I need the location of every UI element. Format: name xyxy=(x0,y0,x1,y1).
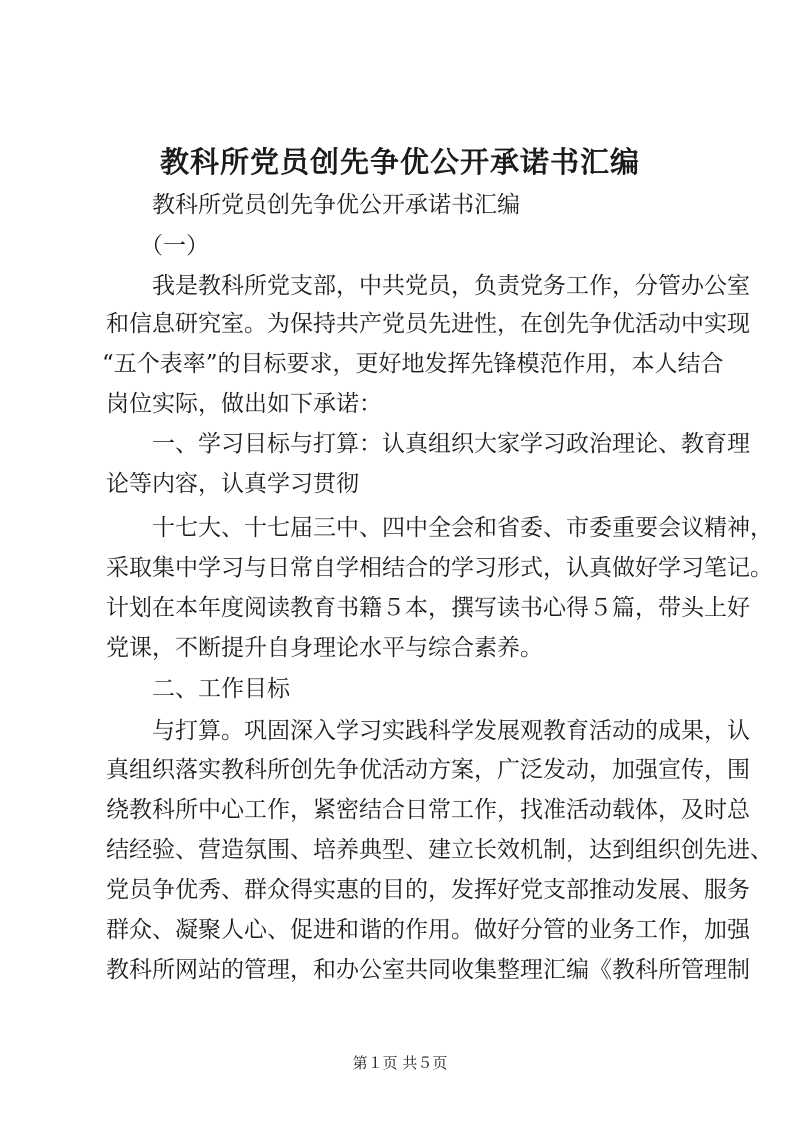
paragraph-line: 党员争优秀、群众得实惠的目的，发挥好党支部推动发展、服务 xyxy=(106,877,750,903)
paragraph-line: 结经验、营造氛围、培养典型、建立长效机制，达到组织创先进、 xyxy=(106,837,773,863)
paragraph-line: 教科所网站的管理，和办公室共同收集整理汇编《教科所管理制 xyxy=(106,957,750,983)
paragraph-line: 十七大、十七届三中、四中全会和省委、市委重要会议精神， xyxy=(152,515,773,541)
paragraph-line: 岗位实际，做出如下承诺： xyxy=(106,391,382,417)
paragraph-line: 群众、凝聚人心、促进和谐的作用。做好分管的业务工作，加强 xyxy=(106,917,750,943)
document-title: 教科所党员创先争优公开承诺书汇编 xyxy=(159,145,640,179)
paragraph-line: 一、学习目标与打算：认真组织大家学习政治理论、教育理 xyxy=(152,431,750,457)
paragraph-line: 和信息研究室。为保持共产党员先进性，在创先争优活动中实现 xyxy=(106,311,750,337)
paragraph-line: 真组织落实教科所创先争优活动方案，广泛发动，加强宣传，围 xyxy=(106,757,750,783)
paragraph-line: 计划在本年度阅读教育书籍５本，撰写读书心得５篇，带头上好 xyxy=(106,595,750,621)
paragraph-line: 党课，不断提升自身理论水平与综合素养。 xyxy=(106,635,543,661)
page-footer: 第１页 共５页 xyxy=(352,1054,448,1072)
paragraph-line: 采取集中学习与日常自学相结合的学习形式，认真做好学习笔记。 xyxy=(106,555,773,581)
paragraph-line: 绕教科所中心工作，紧密结合日常工作，找准活动载体，及时总 xyxy=(106,797,750,823)
paragraph-line: 与打算。巩固深入学习实践科学发展观教育活动的成果，认 xyxy=(152,718,750,744)
section-number: （一） xyxy=(140,233,209,259)
paragraph-line: 论等内容，认真学习贯彻 xyxy=(106,471,359,497)
paragraph-line: 我是教科所党支部，中共党员，负责党务工作，分管办公室 xyxy=(152,273,750,299)
subtitle-line: 教科所党员创先争优公开承诺书汇编 xyxy=(152,192,520,218)
section-heading: 二、工作目标 xyxy=(152,676,290,702)
paragraph-line: “五个表率”的目标要求，更好地发挥先锋模范作用，本人结合 xyxy=(102,351,724,377)
